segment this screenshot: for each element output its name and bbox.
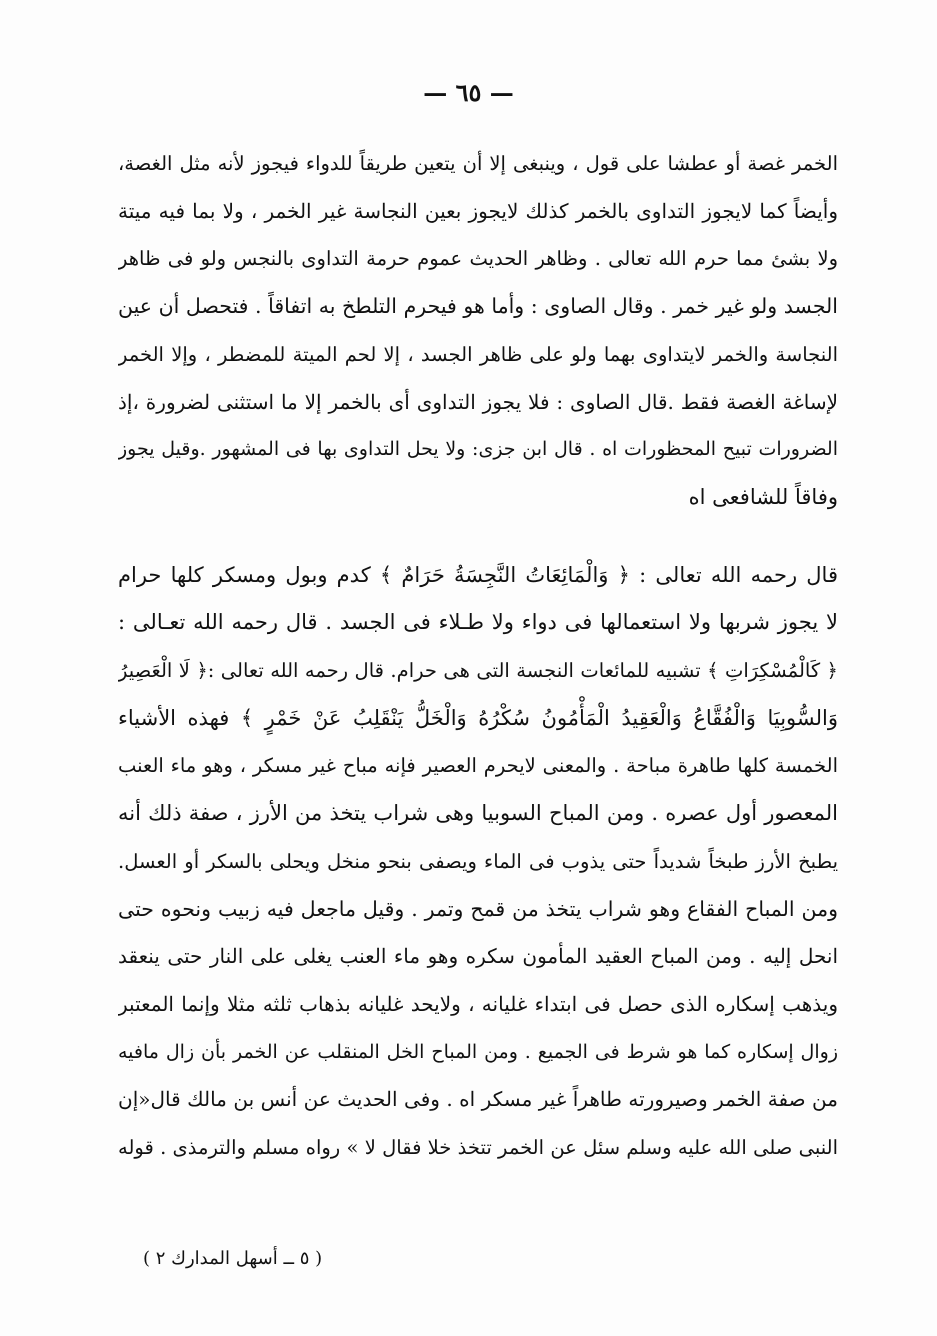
paragraph-1 [118, 140, 838, 522]
text-line: الجسد ولو غير خمر . وقال الصاوى : وأما هو فيحرم التلطخ به اتفاقاً . فتحصل أن عين [118, 294, 838, 319]
paragraph-2 [118, 552, 838, 1172]
text-line: انحل إليه . ومن المباح العقيد المأمون سكره وهو ماء العنب يغلى على النار حتى ينعقد [118, 944, 838, 969]
signature-mark [118, 1248, 838, 1269]
text-line: من صفة الخمر وصيرورته طاهراً غير مسكر اه . وفى الحديث عن أنس بن مالك قال«إن [118, 1087, 838, 1112]
text-line: النجاسة والخمر لايتداوى بهما ولو على ظاهر الجسد ، إلا لحم الميتة للمضطر ، وإلا الخمر [118, 342, 838, 366]
signature-text: ( ٥ ــ أسهل المدارك ٢ ) [143, 1248, 323, 1269]
text-line: ومن المباح الفقاع وهو شراب يتخذ من قمح وتمر . وقيل ماجعل فيه زبيب ونحوه حتى [118, 896, 838, 921]
text-line: لا يجوز شربها ولا استعمالها فى دواء ولا طـلاء فى الجسد . قال رحمه الله تعـالى : [118, 610, 838, 635]
text-line: الخمر غصة أو عطشا على قول ، وينبغى إلا أن يتعين طريقاً للدواء فيجوز لأنه مثل الغصة، [118, 152, 838, 175]
text-line: الضرورات تبيح المحظورات اه . قال ابن جزى: ولا يحل التداوى بها فى المشهور .وقيل يجوز [118, 438, 838, 461]
text-line: لإساغة الغصة فقط .قال الصاوى : فلا يجوز التداوى أى بالخمر إلا ما استثنى لضرورة ،إذ [118, 389, 838, 414]
text-line: ﴿ كَالْمُسْكِرَاتِ ﴾ تشبيه للمائعات النجسة التى هى حرام. قال رحمه الله تعالى :﴿ لَا الْعَصِيرُ [118, 659, 838, 683]
text-line: النبى صلى الله عليه وسلم سئل عن الخمر تتخذ خلا فقال لا » رواه مسلم والترمذى . قوله [118, 1136, 838, 1160]
page-number: — ٦٥ — [423, 78, 514, 107]
text-line: ويذهب إسكاره الذى حصل فى ابتداء غليانه ، ولايحد غليانه بذهاب ثلثه مثلا وإنما المعتبر [118, 991, 838, 1016]
text-line: قال رحمه الله تعالى : ﴿ وَالْمَائِعَاتُ النَّجِسَةُ حَرَامٌ ﴾ كدم وبول ومسكر كلها حرام [118, 562, 838, 587]
text-line: ولا بشئ مما حرم الله تعالى . وظاهر الحديث عموم حرمة التداوى بالنجس ولو فى ظاهر [118, 247, 838, 271]
page-body [118, 140, 838, 1172]
text-line: وَالسُّوبِيَا وَالْفُقَّاعُ وَالْعَقِيدُ الْمَأْمُونُ سُكْرُهُ وَالْخَلُّ يَنْقَلِبُ عَنْ خَمْرٍ ﴾ فهذه الأشياء [118, 705, 838, 730]
text-line: الخمسة كلها طاهرة مباحة . والمعنى لايحرم العصير فإنه مباح غير مسكر ، وهو ماء العنب [118, 754, 838, 778]
text-line: المعصور أول عصره . ومن المباح السوبيا وهى شراب يتخذ من الأرز ، صفة ذلك أنه [118, 801, 838, 826]
text-line: زوال إسكاره كما هو شرط فى الجميع . ومن المباح الخل المنقلب عن الخمر بأن زال مافيه [118, 1040, 838, 1063]
text-line: وفاقاً للشافعى اه [688, 484, 838, 509]
text-line: وأيضاً كما لايجوز التداوى بالخمر كذلك لايجوز بعين النجاسة غير الخمر ، ولا بما فيه ميتة [118, 198, 838, 223]
text-line: يطبخ الأرز طبخاً شديداً حتى يذوب فى الماء ويصفى بنحو منخل ويحلى بالسكر أو العسل. [118, 849, 838, 873]
paragraph-gap [118, 522, 838, 552]
